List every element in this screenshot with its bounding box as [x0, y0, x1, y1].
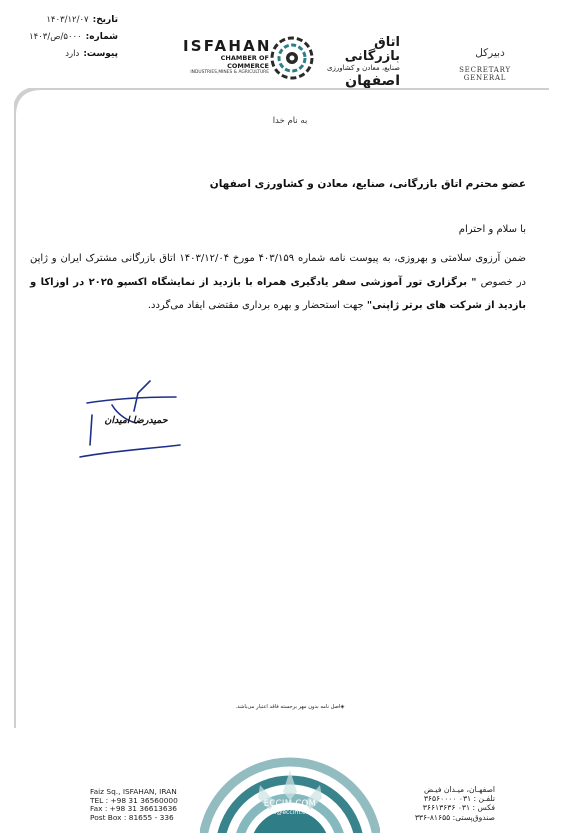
date-row: [8, 12, 118, 29]
basmala: به نام خدا: [272, 116, 308, 126]
footer-contact-fa: [395, 785, 495, 822]
paragraph-bold-title: " برگزاری تور آموزشی سفر یادگیری همراه با بازدید از نمایشگاه اکسپو ۲۰۲۵ در اوزاکا و بازدید از شرکت های برتر ژاپنی": [30, 276, 526, 311]
footer-en-address: Faiz Sq., ISFAHAN, IRAN: [90, 787, 177, 796]
signer-name: حمیدرضا امیدان: [104, 415, 168, 426]
paragraph-part2: جهت استحضار و بهره برداری مقتضی ایفاد می‌گردد.: [147, 300, 364, 311]
number-label: شماره:: [85, 32, 118, 42]
paragraph-part1: ضمن آرزوی سلامتی و بهروزی، به پیوست نامه شماره ۴۰۳/۱۵۹ مورخ ۱۴۰۳/۱۲/۰۴ اتاق بازرگانی مشترک ایران و ژاپن در خصوص: [30, 253, 527, 288]
date-label: تاریخ:: [92, 15, 118, 25]
logo-english: [183, 37, 272, 76]
office-title-fa: دبیرکل: [475, 47, 505, 59]
salutation: با سلام و احترام: [458, 224, 526, 235]
footer-en-tel: TEL : +98 31 36560000: [90, 795, 178, 805]
attachment-row: [8, 46, 118, 63]
number-row: [8, 29, 118, 46]
logo-fa-line2: صنایع، معادن و کشاورزی: [326, 64, 400, 72]
email-link[interactable]: info@eccim.com: [265, 809, 315, 816]
logo-persian: [318, 36, 400, 89]
footer-fa-address: اصفهـان، میـدان فیـض: [424, 785, 495, 794]
letter-paragraph: [30, 247, 526, 318]
footer-ornament-icon: [200, 740, 380, 833]
logo-fa-line1: اتاق بازرگانی: [344, 35, 400, 64]
logo-en-line2: INDUSTRIES,MINES & AGRICULTURE: [190, 70, 269, 75]
date-value: ۱۴۰۳/۱۲/۰۷: [46, 15, 89, 25]
website-link[interactable]: ECCIM.COM: [263, 799, 317, 809]
recipient-line: عضو محترم اتاق بازرگانی، صنایع، معادن و کشاورزی اصفهان: [209, 178, 526, 190]
footer-fa-fax: فکس : ۰۳۱ ۳۶۶۱۳۶۳۶: [422, 803, 495, 813]
footer-web: [240, 800, 340, 817]
attachment-value: دارد: [65, 49, 80, 59]
validity-note: ◈اصل نامه بدون مهر برجسته فاقد اعتبار می‌باشد.: [235, 704, 345, 710]
logo-fa-line3: اصفهان: [345, 73, 400, 89]
footer-fa-tel: تلفـن : ۰۳۱ ۳۶۵۶۰۰۰۰: [423, 794, 495, 804]
attachment-label: پیوست:: [83, 49, 118, 59]
footer-en-fax: Fax : +98 31 36613636: [90, 804, 177, 814]
letter-meta: [8, 12, 118, 63]
chamber-logo-icon: [268, 34, 316, 82]
logo-en-line1: CHAMBER OF COMMERCE: [220, 54, 269, 70]
footer-fa-postbox: صندوق‌پستی: ۸۱۶۵۵-۳۳۶: [414, 812, 495, 822]
logo-en-title: ISFAHAN: [183, 37, 272, 55]
office-title-en: SECRETARY GENERAL: [459, 66, 511, 82]
footer-en-postbox: Post Box : 81655 - 336: [90, 812, 174, 822]
footer-contact-en: [90, 788, 200, 822]
number-value: ۵۰۰۰/ص/۱۴۰۳: [29, 32, 82, 42]
